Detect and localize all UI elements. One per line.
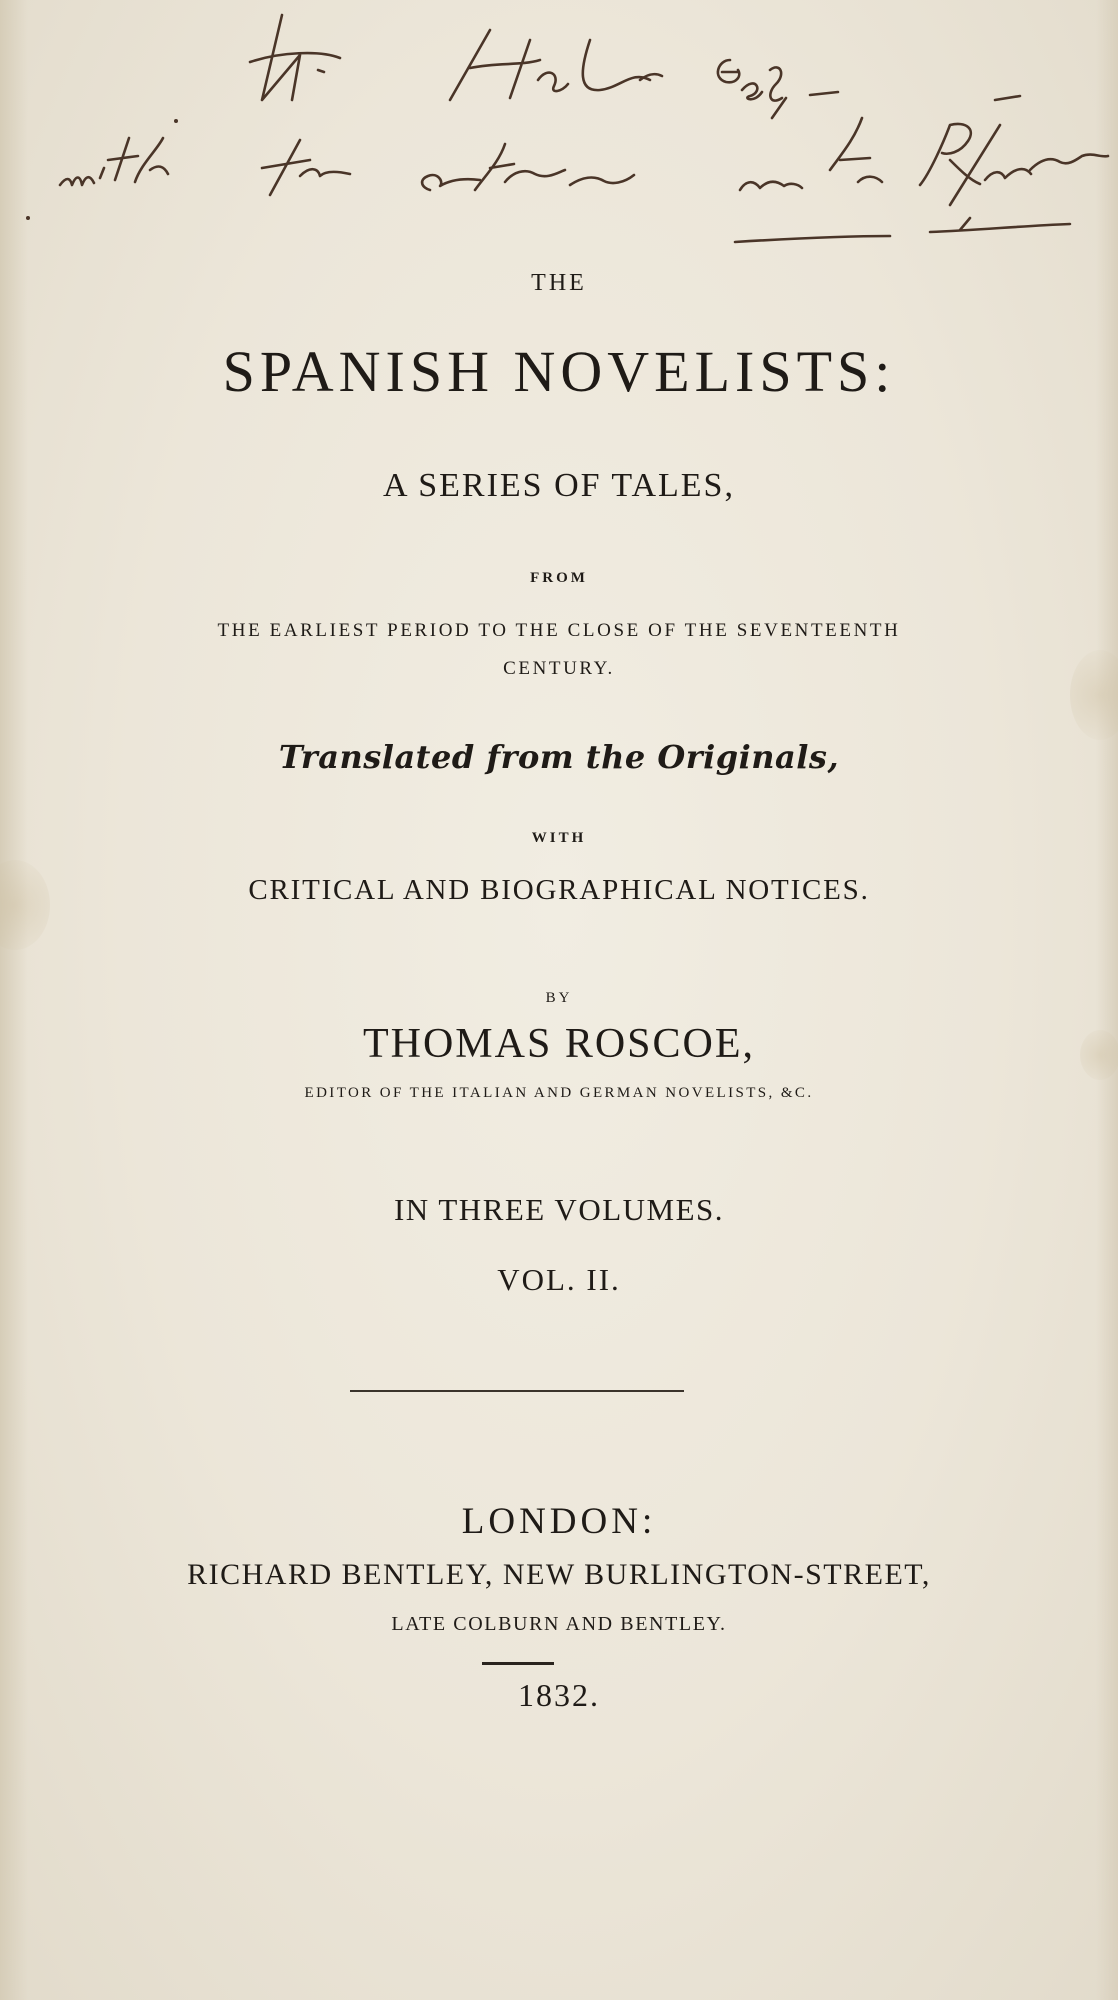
- author-credit: EDITOR OF THE ITALIAN AND GERMAN NOVELISTS, &C.: [304, 1085, 814, 1101]
- publication-year: 1832.: [518, 1677, 600, 1713]
- handwritten-inscription: [0, 0, 1118, 260]
- with-label: WITH: [531, 830, 587, 846]
- book-subtitle: A SERIES OF TALES,: [383, 467, 735, 504]
- translation-note: Translated from the Originals,: [278, 738, 840, 776]
- author-name: THOMAS ROSCOE,: [362, 1021, 756, 1067]
- from-label: FROM: [530, 570, 588, 586]
- title-article: THE: [531, 270, 587, 296]
- publisher-name: RICHARD BENTLEY, NEW BURLINGTON-STREET,: [187, 1558, 931, 1591]
- period-line-2: CENTURY.: [503, 658, 615, 679]
- notices-line: CRITICAL AND BIOGRAPHICAL NOTICES.: [248, 874, 870, 906]
- publisher-note: LATE COLBURN AND BENTLEY.: [391, 1613, 727, 1635]
- period-line-1: THE EARLIEST PERIOD TO THE CLOSE OF THE SEVENTEENTH: [217, 620, 901, 641]
- book-title: SPANISH NOVELISTS:: [222, 339, 896, 404]
- volume-number: VOL. II.: [497, 1262, 621, 1297]
- publication-city: LONDON:: [461, 1501, 657, 1542]
- volume-count: IN THREE VOLUMES.: [393, 1192, 725, 1227]
- short-rule: [482, 1662, 554, 1665]
- divider-rule: [350, 1390, 684, 1392]
- by-label: BY: [545, 990, 573, 1006]
